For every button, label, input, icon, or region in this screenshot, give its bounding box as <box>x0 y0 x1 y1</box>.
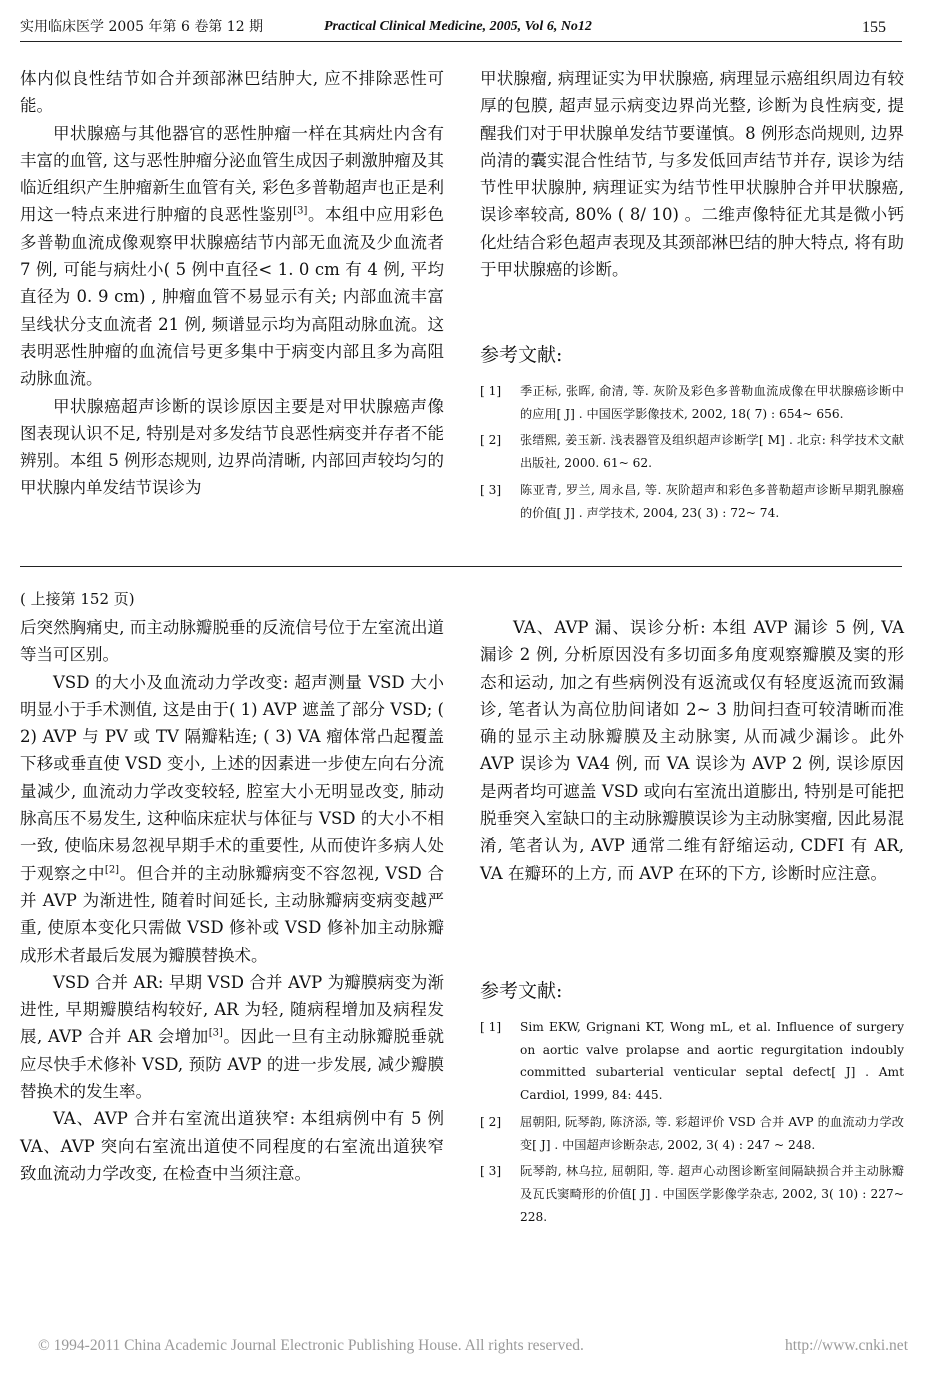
bottom-left-paragraph-4: VA、AVP 合并右室流出道狭窄: 本组病例中有 5 例 VA、AVP 突向右室流出道使不同程度的右室流出道狭窄致血流动力学改变, 在检查中当须注意。 <box>20 1109 444 1183</box>
reference-item: [ 3] 陈亚青, 罗兰, 周永昌, 等. 灰阶超声和彩色多普勒超声诊断早期乳腺癌的价值[ J] . 声学技术, 2004, 23( 3) : 72~ 74. <box>480 482 904 520</box>
page-header <box>20 17 902 42</box>
copyright-notice: © 1994-2011 China Academic Journal Electronic Publishing House. All rights reserved. <box>38 1337 584 1354</box>
cnki-url: http://www.cnki.net <box>785 1337 908 1354</box>
top-article-left-column <box>20 65 444 502</box>
article-separator <box>20 566 902 567</box>
bottom-left-paragraph-2: VSD 的大小及血流动力学改变: 超声测量 VSD 大小明显小于手术测值, 这是由于( 1) AVP 遮盖了部分 VSD; ( 2) AVP 与 PV 或 TV 隔瓣粘连; ( 3) VA 瘤体常凸起覆盖下移或垂直使 VSD 变小, 上述的因素进一步使左向右分流量减少, 血流动力学改变较轻, 腔室大小无明显改变, 肺动脉高压不易发生, 这种临床症状与体征与 VSD 的大小不相一致, 使临床易忽视早期手术的重要性, 从而使许多病人处于观察之中[2]。但合并的主动脉瓣病变不容忽视, VSD 合并 AVP 为渐进性, 随着时间延长, 主动脉瓣病变病变越严重, 使原本变化只需做 VSD 修补或 VSD 修补加主动脉瓣成形术者最后发展为瓣膜替换术。 <box>20 672 444 965</box>
bottom-references-list <box>480 1016 904 1228</box>
journal-name-en: Practical Clinical Medicine, 2005, Vol 6, No12 <box>324 19 592 34</box>
citation: [2] <box>104 864 120 876</box>
bottom-left-paragraph-1: 后突然胸痛史, 而主动脉瓣脱垂的反流信号位于左室流出道等当可区别。 <box>20 618 444 665</box>
reference-item: [ 2] 张缙熙, 姜玉新. 浅表器管及组织超声诊断学[ M] . 北京: 科学技术文献出版社, 2000. 61~ 62. <box>480 433 904 471</box>
reference-item: [ 2] 屈朝阳, 阮琴韵, 陈济添, 等. 彩超评价 VSD 合并 AVP 的血流动力学改变[ J] . 中国超声诊断杂志, 2002, 3( 4) : 247 ~ 248. <box>480 1114 904 1152</box>
bottom-article-right-column <box>480 614 904 887</box>
top-references-list <box>480 380 904 524</box>
bottom-references-heading: 参考文献: <box>480 980 563 1002</box>
top-right-paragraph: 甲状腺瘤, 病理证实为甲状腺癌, 病理显示癌组织周边有较厚的包膜, 超声显示病变边界尚光整, 诊断为良性病变, 提醒我们对于甲状腺单发结节要谨慎。8 例形态尚规则, 边界尚清的囊实混合性结节, 与多发低回声结节并存, 误诊为结节性甲状腺肿, 病理证实为结节性甲状腺肿合并甲状腺癌, 误诊率较高, 80% ( 8/ 10) 。二维声像特征尤其是微小钙化灶结合彩色超声表现及其颈部淋巴结的肿大特点, 将有助于甲状腺癌的诊断。 <box>480 69 904 280</box>
bottom-article-left-column <box>20 614 444 1187</box>
citation: [3] <box>293 205 308 217</box>
reference-item: [ 3] 阮琴韵, 林乌拉, 屈朝阳, 等. 超声心动图诊断室间隔缺损合并主动脉瓣及瓦氏窦畸形的价值[ J] . 中国医学影像学杂志, 2002, 3( 10) : 227~ 228. <box>480 1164 904 1224</box>
citation: [3] <box>208 1027 223 1039</box>
top-references-heading: 参考文献: <box>480 344 563 366</box>
top-article-right-column <box>480 65 904 283</box>
top-left-paragraph-3: 甲状腺癌超声诊断的误诊原因主要是对甲状腺癌声像图表现认识不足, 特别是对多发结节良恶性病变并存者不能辨别。本组 5 例形态规则, 边界尚清晰, 内部回声较均匀的甲状腺内单发结节误诊为 <box>20 396 444 498</box>
top-left-paragraph-2: 甲状腺癌与其他器官的恶性肿瘤一样在其病灶内含有丰富的血管, 这与恶性肿瘤分泌血管生成因子刺激肿瘤及其临近组织产生肿瘤新生血管有关, 彩色多普勒超声也正是利用这一特点来进行肿瘤的良恶性鉴别[3]。本组中应用彩色多普勒血流成像观察甲状腺癌结节内部无血流及少血流者 7 例, 可能与病灶小( 5 例中直径< 1. 0 cm 有 4 例, 平均直径为 0. 9 cm) , 肿瘤血管不易显示有关; 内部血流丰富呈线状分支血流者 21 例, 频谱显示均为高阻动脉血流。这表明恶性肿瘤的血流信号更多集中于病变内部且多为高阻动脉血流。 <box>20 123 444 389</box>
reference-item: [ 1] 季正标, 张晖, 俞清, 等. 灰阶及彩色多普勒血流成像在甲状腺癌诊断中的应用[ J] . 中国医学影像技术, 2002, 18( 7) : 654~ 656. <box>480 384 904 421</box>
top-left-paragraph-1: 体内似良性结节如合并颈部淋巴结肿大, 应不排除恶性可能。 <box>20 69 444 116</box>
reference-item: [ 1] Sim EKW, Grignani KT, Wong mL, et al. Influence of surgery on aortic valve prolapse and aortic regurgitation indoubly committed subarterial venticular septal defect[ J] . Amt Cardiol, 1999, 84: 445. <box>480 1020 904 1103</box>
bottom-right-paragraph: VA、AVP 漏、误诊分析: 本组 AVP 漏诊 5 例, VA 漏诊 2 例, 分析原因没有多切面多角度观察瓣膜及窦的形态和运动, 加之有些病例没有返流或仅有轻度返流而致漏诊, 笔者认为高位肋间诸如 2~ 3 肋间扫查可较清晰而准确的显示主动脉瓣膜及主动脉窦, 从而减少漏诊。此外 AVP 误诊为 VA4 例, 而 VA 误诊为 AVP 2 例, 误诊原因是两者均可遮盖 VSD 或向右室流出道膨出, 特别是可能把脱垂突入室缺口的主动脉瓣膜误诊为主动脉窦瘤, 因此易混淆, 笔者认为, AVP 通常二维有舒缩运动, CDFI 有 AR, VA 在瓣环的上方, 而 AVP 在环的下方, 诊断时应注意。 <box>480 618 904 883</box>
bottom-left-paragraph-3: VSD 合并 AR: 早期 VSD 合并 AVP 为瓣膜病变为渐进性, 早期瓣膜结构较好, AR 为轻, 随病程增加及病程发展, AVP 合并 AR 会增加[3]。因此一旦有主动脉瓣脱垂就应尽快手术修补 VSD, 预防 AVP 的进一步发展, 减少瓣膜替换术的发生率。 <box>20 972 445 1102</box>
journal-name-cn: 实用临床医学 2005 年第 6 卷第 12 期 <box>20 19 264 35</box>
page-number: 155 <box>862 19 886 36</box>
continued-from-note: ( 上接第 152 页) <box>20 590 135 608</box>
